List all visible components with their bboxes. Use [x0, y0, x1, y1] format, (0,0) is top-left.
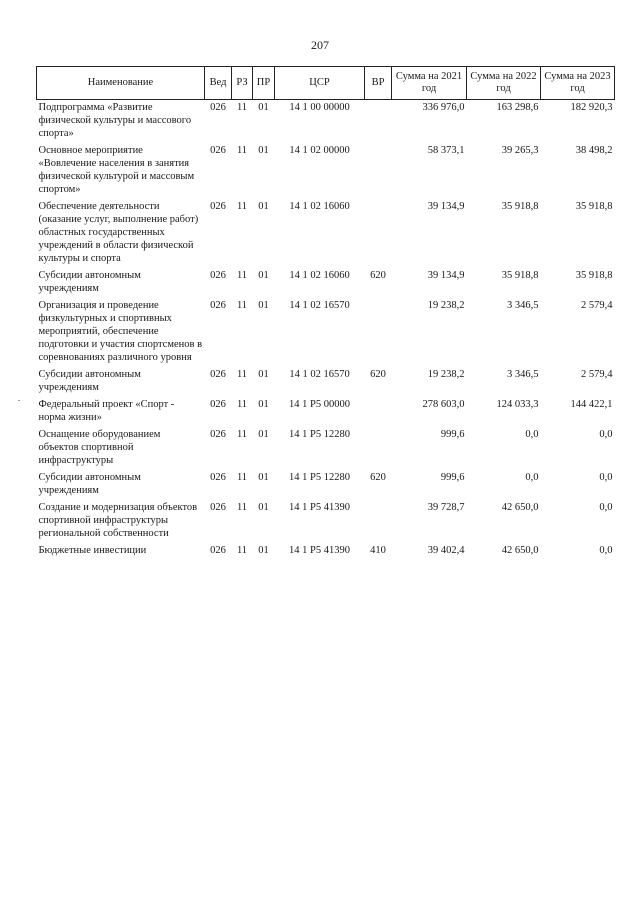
- cell-ved: 026: [210, 502, 226, 513]
- cell-csr: 14 1 02 16570: [289, 369, 350, 380]
- table-row: [37, 397, 615, 427]
- cell-name: Обеспечение деятельности (оказание услуг, выполнение работ) областных государственных учреждений в области физической культуры и спорта: [38, 201, 199, 264]
- cell-pr: 01: [258, 102, 269, 113]
- cell-vr: 410: [370, 545, 386, 556]
- cell-rz: 11: [236, 201, 248, 212]
- cell-vr: 620: [370, 472, 386, 483]
- cell-sum-2021: 999,6: [440, 429, 465, 440]
- cell-name: Федеральный проект «Спорт - норма жизни»: [38, 399, 175, 423]
- table-row: [37, 367, 615, 397]
- header-sum-2023: Сумма на 2023 год: [541, 67, 615, 100]
- cell-rz: 11: [236, 300, 248, 311]
- cell-name: Организация и проведение физкультурных и спортивных мероприятий, обеспечение подготовки и участия спортсменов в соревнованиях различного уровня: [38, 300, 203, 363]
- cell-rz: 11: [236, 502, 248, 513]
- cell-pr: 01: [258, 502, 269, 513]
- cell-name: Подпрограмма «Развитие физической культуры и массового спорта»: [38, 102, 192, 139]
- cell-rz: 11: [236, 369, 248, 380]
- cell-sum-2023: 144 422,1: [570, 399, 613, 410]
- cell-sum-2022: 3 346,5: [507, 369, 539, 380]
- cell-ved: 026: [210, 201, 226, 212]
- cell-rz: 11: [236, 399, 248, 410]
- cell-rz: 11: [236, 145, 248, 156]
- cell-pr: 01: [258, 399, 269, 410]
- cell-vr: 620: [370, 369, 386, 380]
- page-number: 207: [311, 38, 329, 52]
- budget-table: [36, 66, 615, 560]
- cell-sum-2022: 39 265,3: [501, 145, 539, 156]
- cell-name: Основное мероприятие «Вовлечение населения в занятия физической культурой и массовым спортом»: [38, 145, 195, 195]
- cell-sum-2021: 278 603,0: [422, 399, 465, 410]
- cell-sum-2023: 182 920,3: [570, 102, 613, 113]
- table-row: [37, 199, 615, 268]
- table-row: [37, 427, 615, 470]
- scan-speck: [18, 400, 20, 401]
- table-header-row: [37, 67, 615, 100]
- table-row: [37, 543, 615, 560]
- cell-vr: [365, 427, 392, 470]
- cell-rz: 11: [236, 472, 248, 483]
- cell-pr: 01: [258, 145, 269, 156]
- table-row: [37, 298, 615, 367]
- table-row: [37, 268, 615, 298]
- cell-pr: 01: [258, 472, 269, 483]
- cell-sum-2022: 124 033,3: [496, 399, 539, 410]
- cell-rz: 11: [236, 270, 248, 281]
- header-rz: РЗ: [232, 67, 253, 100]
- cell-vr: [365, 199, 392, 268]
- cell-sum-2023: 0,0: [599, 502, 613, 513]
- cell-pr: 01: [258, 201, 269, 212]
- cell-sum-2022: 0,0: [525, 429, 539, 440]
- cell-sum-2021: 19 238,2: [427, 300, 465, 311]
- cell-ved: 026: [210, 472, 226, 483]
- cell-csr: 14 1 P5 41390: [289, 545, 350, 556]
- cell-csr: 14 1 02 16060: [289, 270, 350, 281]
- cell-sum-2021: 336 976,0: [422, 102, 465, 113]
- cell-sum-2021: 39 134,9: [427, 270, 465, 281]
- cell-pr: 01: [258, 429, 269, 440]
- header-name: Наименование: [37, 67, 205, 100]
- cell-sum-2023: 35 918,8: [575, 201, 613, 212]
- cell-pr: 01: [258, 545, 269, 556]
- cell-name: Бюджетные инвестиции: [38, 545, 147, 556]
- cell-sum-2021: 19 238,2: [427, 369, 465, 380]
- header-pr: ПР: [253, 67, 275, 100]
- cell-sum-2023: 0,0: [599, 429, 613, 440]
- cell-name: Оснащение оборудованием объектов спортивной инфраструктуры: [38, 429, 161, 466]
- cell-csr: 14 1 P5 12280: [289, 429, 350, 440]
- cell-csr: 14 1 P5 41390: [289, 502, 350, 513]
- cell-sum-2023: 0,0: [599, 545, 613, 556]
- cell-ved: 026: [210, 399, 226, 410]
- cell-ved: 026: [210, 429, 226, 440]
- cell-vr: [365, 143, 392, 199]
- cell-ved: 026: [210, 270, 226, 281]
- cell-rz: 11: [236, 429, 248, 440]
- cell-sum-2021: 39 402,4: [427, 545, 465, 556]
- cell-rz: 11: [236, 102, 248, 113]
- cell-sum-2022: 0,0: [525, 472, 539, 483]
- cell-vr: [365, 397, 392, 427]
- header-sum-2022: Сумма на 2022 год: [467, 67, 541, 100]
- cell-name: Субсидии автономным учреждениям: [38, 472, 141, 496]
- cell-sum-2023: 38 498,2: [575, 145, 613, 156]
- header-sum-2021: Сумма на 2021 год: [392, 67, 467, 100]
- cell-csr: 14 1 02 00000: [289, 145, 350, 156]
- cell-rz: 11: [236, 545, 248, 556]
- cell-pr: 01: [258, 270, 269, 281]
- cell-sum-2022: 35 918,8: [501, 201, 539, 212]
- table-row: [37, 143, 615, 199]
- cell-sum-2022: 35 918,8: [501, 270, 539, 281]
- cell-name: Субсидии автономным учреждениям: [38, 270, 141, 294]
- cell-ved: 026: [210, 300, 226, 311]
- cell-sum-2023: 35 918,8: [575, 270, 613, 281]
- cell-vr: [365, 500, 392, 543]
- cell-vr: 620: [370, 270, 386, 281]
- cell-ved: 026: [210, 369, 226, 380]
- header-csr: ЦСР: [275, 67, 365, 100]
- cell-name: Создание и модернизация объектов спортивной инфраструктуры региональной собственности: [38, 502, 198, 539]
- header-ved: Вед: [205, 67, 232, 100]
- cell-sum-2023: 0,0: [599, 472, 613, 483]
- cell-ved: 026: [210, 102, 226, 113]
- cell-ved: 026: [210, 145, 226, 156]
- cell-sum-2022: 42 650,0: [501, 502, 539, 513]
- cell-csr: 14 1 02 16060: [289, 201, 350, 212]
- cell-pr: 01: [258, 300, 269, 311]
- cell-sum-2023: 2 579,4: [581, 369, 613, 380]
- table-row: [37, 470, 615, 500]
- cell-sum-2021: 39 134,9: [427, 201, 465, 212]
- cell-sum-2023: 2 579,4: [581, 300, 613, 311]
- cell-pr: 01: [258, 369, 269, 380]
- cell-sum-2021: 999,6: [440, 472, 465, 483]
- header-vr: ВР: [365, 67, 392, 100]
- cell-sum-2022: 3 346,5: [507, 300, 539, 311]
- cell-sum-2022: 42 650,0: [501, 545, 539, 556]
- cell-csr: 14 1 02 16570: [289, 300, 350, 311]
- cell-csr: 14 1 P5 00000: [289, 399, 350, 410]
- cell-vr: [365, 298, 392, 367]
- cell-name: Субсидии автономным учреждениям: [38, 369, 141, 393]
- cell-sum-2021: 58 373,1: [427, 145, 465, 156]
- table-row: [37, 500, 615, 543]
- cell-csr: 14 1 00 00000: [289, 102, 350, 113]
- cell-vr: [365, 100, 392, 144]
- cell-ved: 026: [210, 545, 226, 556]
- cell-csr: 14 1 P5 12280: [289, 472, 350, 483]
- cell-sum-2022: 163 298,6: [496, 102, 539, 113]
- table-body: [37, 100, 615, 561]
- table-row: [37, 100, 615, 144]
- cell-sum-2021: 39 728,7: [427, 502, 465, 513]
